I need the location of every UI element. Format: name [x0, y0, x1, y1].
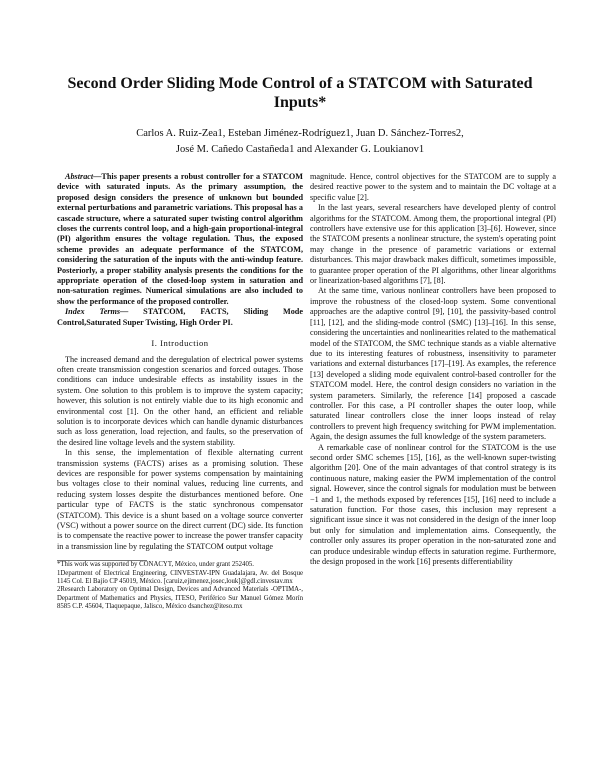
abstract-lead: Abstract—	[65, 172, 102, 181]
section-heading-introduction: I. Introduction	[151, 338, 209, 349]
footnote: 1Department of Electrical Engineering, CINVESTAV-IPN Guadalajara, Av. del Bosque 1145 Col. El Bajío CP 45019, México. [caruiz,ejimenez,josec,louk]@gdl.cinvestav.mx	[57, 569, 303, 586]
paragraph: magnitude. Hence, control objectives for the STATCOM are to supply a desired reactive power to the system and to maintain the DC voltage at a specific value [2].	[310, 172, 556, 202]
paragraph: In this sense, the implementation of flexible alternating current transmission systems (FACTS) arises as a promising solution. These devices are responsible for power systems compensation by maintaining bus voltages close to their nominal values, reducing line currents, and reducing system losses despite the disturbances mentioned before. One particular type of FACTS is the static synchronous compensator (STATCOM). This device is a shunt based on a voltage source converter (VSC) without a power source on the direct current (DC) side. Its function is to compensate the reactive power to increase the power transfer capacity in a transmission line by regulating the STATCOM output voltage	[57, 448, 303, 551]
index-terms	[57, 307, 303, 328]
authors-line-1: Carlos A. Ruiz-Zea1, Esteban Jiménez-Rodríguez1, Juan D. Sánchez-Torres2,	[136, 128, 464, 139]
index-terms-text: STATCOM, FACTS, Sliding Mode Control,Saturated Super Twisting, High Order PI.	[57, 307, 303, 327]
paragraph: The increased demand and the deregulation of electrical power systems often create transmission congestion scenarios and forced outages. Those conditions can induce undesirable effects as instability issues in the system. One solution to this problem is to improve the system capacity; however, this solution is not entirely viable due to its high economic and environmental cost [1]. On the other hand, an efficient and reliable solution is to incorporate devices which can handle dynamic disturbances such as loss generation, load rejection, and faults, so the preservation of the desired line voltage levels and the system stability.	[57, 354, 303, 447]
paragraph: A remarkable case of nonlinear control for the STATCOM is the use second order SMC schemes [15], [16], as the well-known super-twisting algorithm [20]. One of the main advantages of that control strategy is its continuous nature, making easier the PWM implementation of the control signal. However, since the control signals for modulation must be between −1 and 1, the methods exposed by references [15], [16] need to include a saturation function. For those cases, this inclusion may represent a significant issue since it was not considered in the design of the inner loop but only for simulation and implementation aims. Consequently, the controller only assures its proper operation in the non-saturated zone and can produce undesirable windup effects in saturation regime. Furthermore, the design proposed in the work [16] presents differentiability	[310, 442, 556, 567]
abstract-text: This paper presents a robust controller for a STATCOM device with saturated inputs. As the primary assumption, the proposed design considers the presence of unknown but bounded external perturbations and parametric variations. This proposal has a cascade structure, where a saturated super twisting control algorithm closes the currents control loop, and a high-gain proportional-integral (PI) algorithm ensures the voltage regulation. Thus, the exposed scheme provides an adequate performance of the STATCOM, considering the saturation of the inputs with the anti-windup feature. Posteriorly, a proper stability analysis presents the conditions for the appropriate operation of the closed-loop system in saturation and non-saturation regimes. Numerical simulations are also included to show the performance of the proposed controller.	[57, 172, 303, 306]
left-column	[57, 172, 303, 612]
author-list	[40, 126, 560, 158]
paragraph: At the same time, various nonlinear controllers have been proposed to improve the robustness of the closed-loop system. Some conventional approaches are the adaptive control [9], [10], the passivity-based control [11], [12], and the sliding-mode control (SMC) [13]–[16]. In this sense, considering the uncertainties and nonlinearities related to the mathematical model of the STATCOM, the SMC technique stands as a viable alternative due to its interesting features of robustness, insensitivity to parameter variations and external disturbances [17]–[19]. As examples, the reference [13] developed a sliding mode equivalent control-based controller for the STATCOM model. Here, the control design considers no variation in the system parameters. Similarly, the reference [14] proposed a cascade controller. For this case, a PI controller shapes the outer loop, while saturated linear controllers close the inner loops instead of relay controllers to prevent high frequency switching for PWM implementation. Again, the design assumes the full knowledge of the system parameters.	[310, 286, 556, 442]
index-terms-lead: Index Terms—	[65, 307, 129, 317]
authors-line-2: José M. Cañedo Castañeda1 and Alexander G. Loukianov1	[175, 144, 425, 155]
footnote: 2Research Laboratory on Optimal Design, Devices and Advanced Materials -OPTIMA-, Department of Mathematics and Physics, ITESO, Periférico Sur Manuel Gómez Morín 8585 C.P. 45604, Tlaquepaque, Jalisco, México dsanchez@iteso.mx	[57, 586, 303, 611]
paper-title: Second Order Sliding Mode Control of a STATCOM with Saturated Inputs*	[67, 75, 533, 111]
footnote: *This work was supported by CONACYT, México, under grant 252405.	[57, 561, 254, 569]
right-column	[310, 172, 556, 567]
abstract	[57, 172, 303, 307]
paragraph: In the last years, several researchers have developed plenty of control algorithms for the STATCOM. Among them, the proportional integral (PI) controllers have extensive use for this application [3]–[6]. However, since the STATCOM presents a nonlinear structure, the system's operating point may change in the presence of parametric variations or external disturbances. This major drawback makes difficult, sometimes impossible, to guarantee proper operation of the PI algorithms, other linear algorithms or linearization-based algorithms [7], [8].	[310, 203, 556, 286]
